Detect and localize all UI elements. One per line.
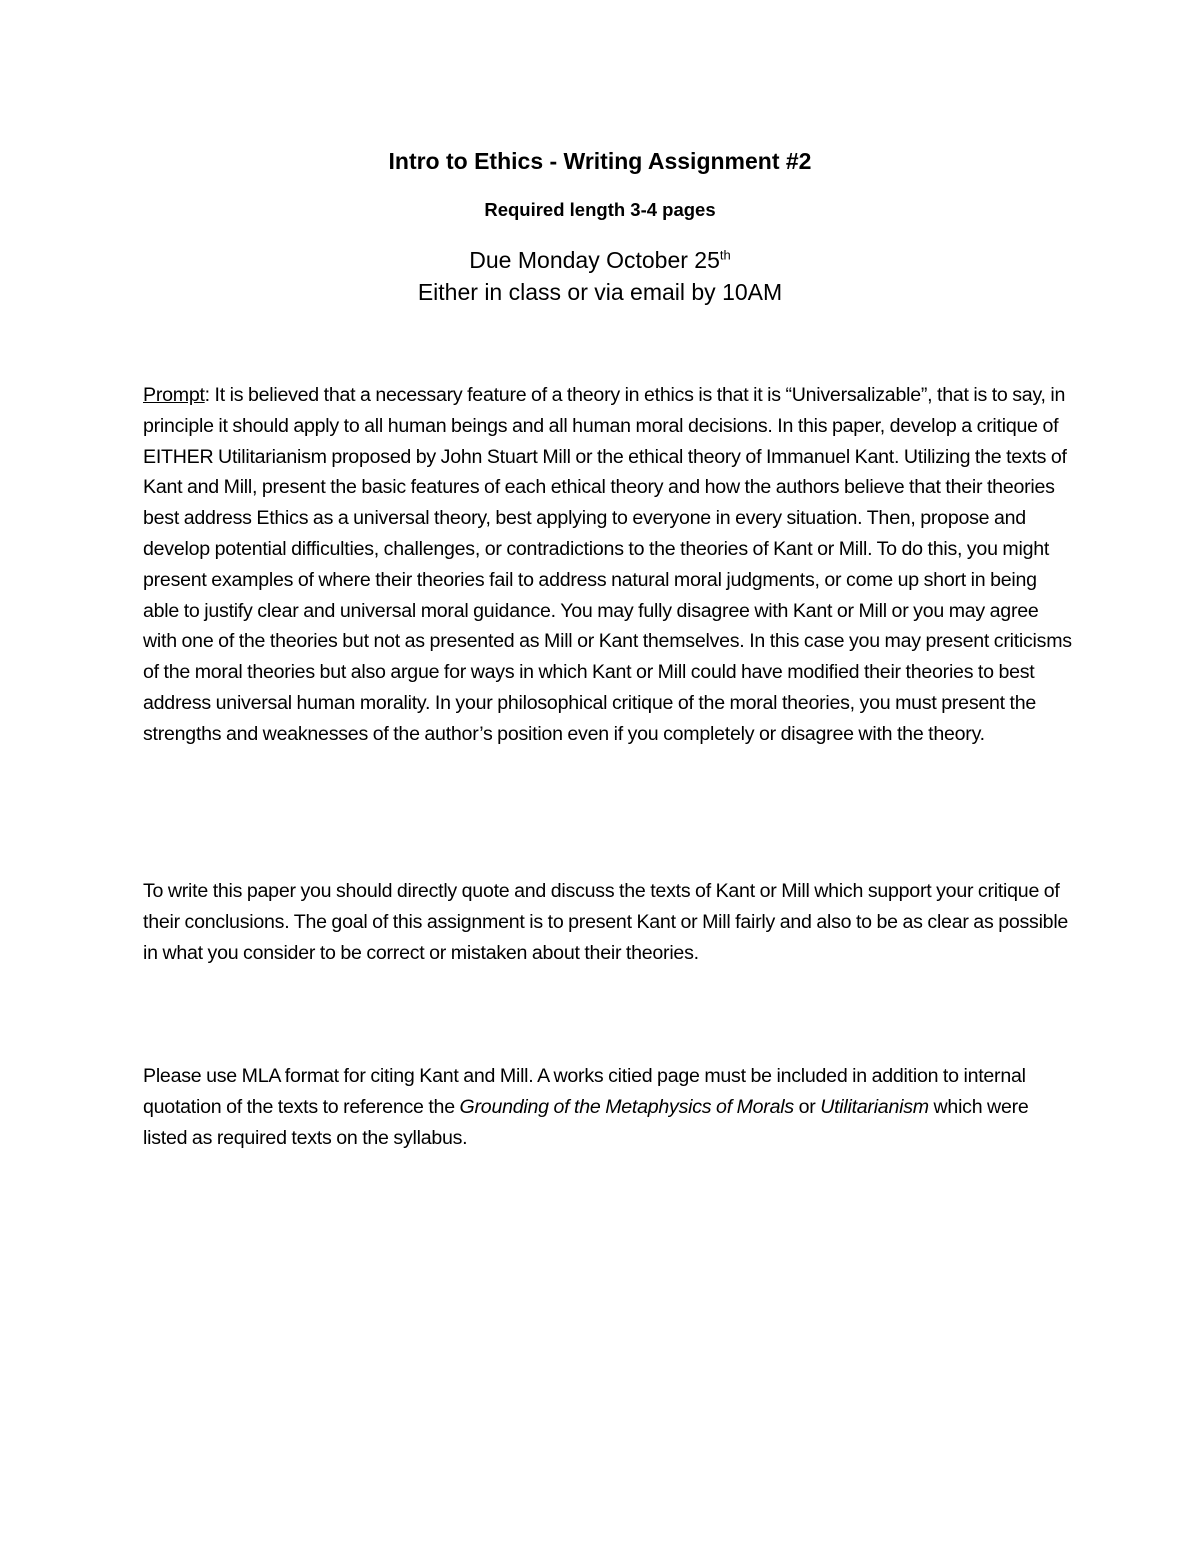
document-title: Intro to Ethics - Writing Assignment #2	[388, 148, 812, 174]
due-date-suffix: th	[719, 247, 731, 263]
prompt-label: Prompt	[143, 384, 205, 406]
delivery-method: Either in class or via email by 10AM	[417, 279, 783, 305]
book-title-utilitarianism: Utilitarianism	[820, 1095, 929, 1118]
due-block	[0, 244, 1200, 308]
citation-paragraph	[143, 1061, 1073, 1153]
required-length: Required length 3-4 pages	[484, 199, 716, 220]
due-date	[0, 244, 1200, 276]
prompt-paragraph	[143, 380, 1073, 750]
citation-text-c: which were listed as required texts on the syllabus.	[143, 1095, 1029, 1149]
citation-text-b: or	[793, 1095, 821, 1118]
due-date-text: Due Monday October 25	[469, 247, 720, 273]
citation-text-a: Please use MLA format for citing Kant and Mill. A works citied page must be included in addition to internal quotation of the texts to reference the	[143, 1065, 1026, 1118]
instructions-paragraph: To write this paper you should directly quote and discuss the texts of Kant or Mill which support your critique of their conclusions. The goal of this assignment is to present Kant or Mill fairly and also to be as clear as possible in what you consider to be correct or mistaken about their theories.	[143, 880, 1069, 964]
prompt-text: : It is believed that a necessary feature of a theory in ethics is that it is “Universalizable”, that is to say, in principle it should apply to all human beings and all human moral decisions. In this paper, develop a critique of EITHER Utilitarianism proposed by John Stuart Mill or the ethical theory of Immanuel Kant. Utilizing the texts of Kant and Mill, present the basic features of each ethical theory and how the authors believe that their theories best address Ethics as a universal theory, best applying to everyone in every situation. Then, propose and develop potential difficulties, challenges, or contradictions to the theories of Kant or Mill. To do this, you might present examples of where their theories fail to address natural moral judgments, or come up short in being able to justify clear and universal moral guidance. You may fully disagree with Kant or Mill or you may agree with one of the theories but not as presented as Mill or Kant themselves. In this case you may present criticisms of the moral theories but also argue for ways in which Kant or Mill could have modified their theories to best address universal human morality. In your philosophical critique of the moral theories, you must present the strengths and weaknesses of the author’s position even if you completely or disagree with the theory.	[143, 384, 1072, 745]
book-title-grounding: Grounding of the Metaphysics of Morals	[459, 1095, 794, 1118]
